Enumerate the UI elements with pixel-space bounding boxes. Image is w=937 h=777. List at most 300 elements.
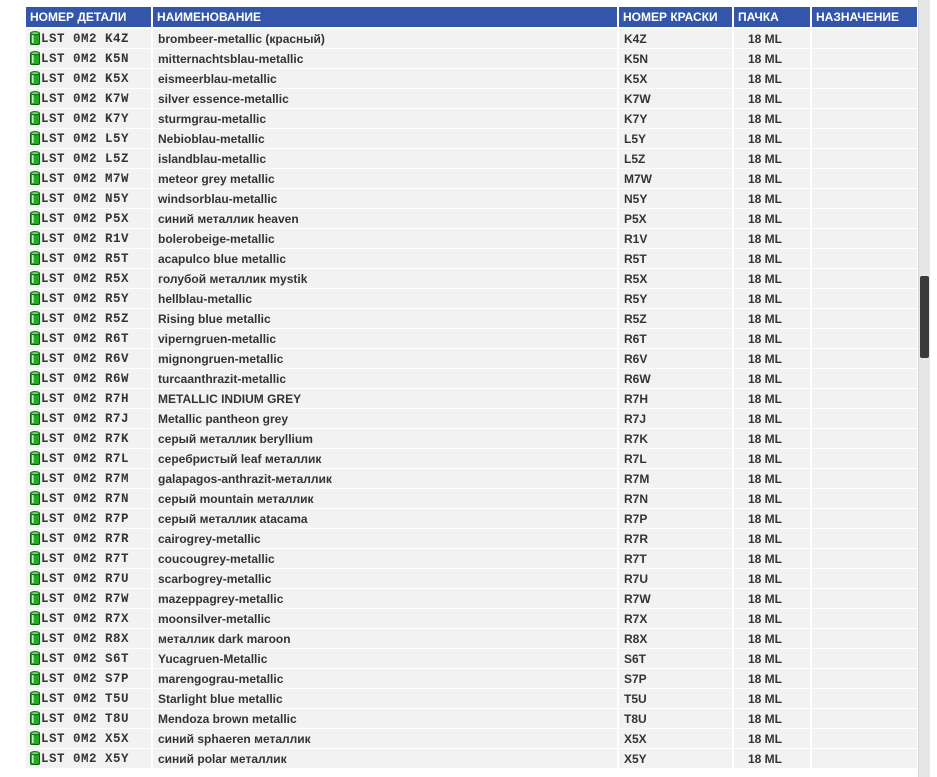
purpose-cell bbox=[812, 89, 917, 109]
table-row[interactable] bbox=[26, 709, 917, 729]
table-row[interactable] bbox=[26, 569, 917, 589]
part-number-cell[interactable] bbox=[26, 209, 153, 229]
name-cell: серебристый leaf металлик bbox=[153, 449, 619, 469]
part-number-cell[interactable] bbox=[26, 49, 153, 69]
part-number-link[interactable]: LST 0M2 R5Z bbox=[41, 312, 130, 326]
name-cell: Rising blue metallic bbox=[153, 309, 619, 329]
paint-can-icon bbox=[30, 711, 40, 725]
name-cell: viperngruen-metallic bbox=[153, 329, 619, 349]
paint-code-cell: K7W bbox=[619, 89, 734, 109]
paint-code-cell: L5Z bbox=[619, 149, 734, 169]
name-cell: bolerobeige-metallic bbox=[153, 229, 619, 249]
part-number-link[interactable]: LST 0M2 R5Y bbox=[41, 292, 130, 306]
part-number-cell[interactable] bbox=[26, 149, 153, 169]
table-row[interactable] bbox=[26, 29, 917, 49]
name-cell: coucougrey-metallic bbox=[153, 549, 619, 569]
table-row[interactable] bbox=[26, 309, 917, 329]
purpose-cell bbox=[812, 169, 917, 189]
purpose-cell bbox=[812, 509, 917, 529]
paint-can-icon bbox=[30, 211, 40, 225]
pack-cell: 18 ML bbox=[734, 369, 812, 389]
pack-cell: 18 ML bbox=[734, 729, 812, 749]
paint-can-icon bbox=[30, 51, 40, 65]
pack-cell: 18 ML bbox=[734, 229, 812, 249]
paint-code-cell: R7W bbox=[619, 589, 734, 609]
name-cell: Mendoza brown metallic bbox=[153, 709, 619, 729]
part-number-cell[interactable] bbox=[26, 269, 153, 289]
paint-can-icon bbox=[30, 631, 40, 645]
paint-code-cell: R5X bbox=[619, 269, 734, 289]
paint-code-cell: R7R bbox=[619, 529, 734, 549]
pack-cell: 18 ML bbox=[734, 289, 812, 309]
paint-can-icon bbox=[30, 691, 40, 705]
name-cell: Metallic pantheon grey bbox=[153, 409, 619, 429]
name-cell: moonsilver-metallic bbox=[153, 609, 619, 629]
pack-cell: 18 ML bbox=[734, 409, 812, 429]
paint-can-icon bbox=[30, 31, 40, 45]
paint-code-cell: K5X bbox=[619, 69, 734, 89]
paint-can-icon bbox=[30, 671, 40, 685]
table-row[interactable] bbox=[26, 189, 917, 209]
table-row[interactable] bbox=[26, 89, 917, 109]
part-number-cell[interactable] bbox=[26, 509, 153, 529]
table-row[interactable] bbox=[26, 329, 917, 349]
paint-code-cell: R7P bbox=[619, 509, 734, 529]
paint-can-icon bbox=[30, 531, 40, 545]
part-number-cell[interactable] bbox=[26, 109, 153, 129]
pack-cell: 18 ML bbox=[734, 549, 812, 569]
paint-code-cell: R8X bbox=[619, 629, 734, 649]
purpose-cell bbox=[812, 269, 917, 289]
paint-can-icon bbox=[30, 151, 40, 165]
name-cell: синий металлик heaven bbox=[153, 209, 619, 229]
table-row[interactable] bbox=[26, 129, 917, 149]
table-body bbox=[26, 29, 917, 769]
table-row[interactable] bbox=[26, 489, 917, 509]
part-number-cell[interactable] bbox=[26, 669, 153, 689]
purpose-cell bbox=[812, 249, 917, 269]
paint-code-cell: R7H bbox=[619, 389, 734, 409]
paint-can-icon bbox=[30, 371, 40, 385]
pack-cell: 18 ML bbox=[734, 709, 812, 729]
table-row[interactable] bbox=[26, 629, 917, 649]
pack-cell: 18 ML bbox=[734, 649, 812, 669]
purpose-cell bbox=[812, 109, 917, 129]
paint-code-cell: R5Z bbox=[619, 309, 734, 329]
paint-code-cell: R1V bbox=[619, 229, 734, 249]
purpose-cell bbox=[812, 649, 917, 669]
part-number-cell[interactable] bbox=[26, 549, 153, 569]
part-number-link[interactable]: LST 0M2 R5T bbox=[41, 252, 130, 266]
pack-cell: 18 ML bbox=[734, 669, 812, 689]
table-row[interactable] bbox=[26, 589, 917, 609]
paint-code-cell: R7J bbox=[619, 409, 734, 429]
table-row[interactable] bbox=[26, 529, 917, 549]
part-number-cell[interactable] bbox=[26, 529, 153, 549]
part-number-cell[interactable] bbox=[26, 69, 153, 89]
part-number-cell[interactable] bbox=[26, 649, 153, 669]
part-number-cell[interactable] bbox=[26, 749, 153, 769]
paint-can-icon bbox=[30, 411, 40, 425]
table-row[interactable] bbox=[26, 269, 917, 289]
purpose-cell bbox=[812, 309, 917, 329]
paint-code-cell: T5U bbox=[619, 689, 734, 709]
part-number-link[interactable]: LST 0M2 S7P bbox=[41, 672, 130, 686]
part-number-cell[interactable] bbox=[26, 169, 153, 189]
pack-cell: 18 ML bbox=[734, 109, 812, 129]
table-row[interactable] bbox=[26, 549, 917, 569]
pack-cell: 18 ML bbox=[734, 469, 812, 489]
purpose-cell bbox=[812, 149, 917, 169]
header-pack[interactable]: ПАЧКА bbox=[734, 7, 812, 29]
paint-code-cell: P5X bbox=[619, 209, 734, 229]
part-number-link[interactable]: LST 0M2 M7W bbox=[41, 172, 130, 186]
table-row[interactable] bbox=[26, 69, 917, 89]
paint-can-icon bbox=[30, 431, 40, 445]
name-cell: windsorblau-metallic bbox=[153, 189, 619, 209]
paint-code-cell: R7N bbox=[619, 489, 734, 509]
name-cell: Yucagruen-Metallic bbox=[153, 649, 619, 669]
paint-code-cell: K4Z bbox=[619, 29, 734, 49]
header-paint-code[interactable]: НОМЕР КРАСКИ bbox=[619, 7, 734, 29]
pack-cell: 18 ML bbox=[734, 149, 812, 169]
name-cell: marengograu-metallic bbox=[153, 669, 619, 689]
purpose-cell bbox=[812, 389, 917, 409]
name-cell: turcaanthrazit-metallic bbox=[153, 369, 619, 389]
paint-code-cell: R5T bbox=[619, 249, 734, 269]
part-number-link[interactable]: LST 0M2 K7W bbox=[41, 92, 130, 106]
part-number-link[interactable]: LST 0M2 K5N bbox=[41, 52, 130, 66]
paint-can-icon bbox=[30, 71, 40, 85]
name-cell: mignongruen-metallic bbox=[153, 349, 619, 369]
part-number-cell[interactable] bbox=[26, 369, 153, 389]
name-cell: islandblau-metallic bbox=[153, 149, 619, 169]
part-number-cell[interactable] bbox=[26, 569, 153, 589]
header-part-number[interactable]: НОМЕР ДЕТАЛИ bbox=[26, 7, 153, 29]
table-row[interactable] bbox=[26, 469, 917, 489]
part-number-link[interactable]: LST 0M2 R8X bbox=[41, 632, 130, 646]
paint-can-icon bbox=[30, 311, 40, 325]
table-row[interactable] bbox=[26, 609, 917, 629]
name-cell: серый mountain металлик bbox=[153, 489, 619, 509]
part-number-link[interactable]: LST 0M2 R6T bbox=[41, 332, 130, 346]
paint-can-icon bbox=[30, 231, 40, 245]
table-row[interactable] bbox=[26, 669, 917, 689]
part-number-cell[interactable] bbox=[26, 349, 153, 369]
pack-cell: 18 ML bbox=[734, 209, 812, 229]
part-number-link[interactable]: LST 0M2 R7K bbox=[41, 432, 130, 446]
purpose-cell bbox=[812, 189, 917, 209]
header-name[interactable]: НАИМЕНОВАНИЕ bbox=[153, 7, 619, 29]
name-cell: mazeppagrey-metallic bbox=[153, 589, 619, 609]
table-row[interactable] bbox=[26, 689, 917, 709]
name-cell: eismeerblau-metallic bbox=[153, 69, 619, 89]
part-number-link[interactable]: LST 0M2 X5X bbox=[41, 732, 130, 746]
paint-can-icon bbox=[30, 191, 40, 205]
paint-can-icon bbox=[30, 491, 40, 505]
pack-cell: 18 ML bbox=[734, 629, 812, 649]
pack-cell: 18 ML bbox=[734, 169, 812, 189]
paint-code-cell: X5Y bbox=[619, 749, 734, 769]
part-number-link[interactable]: LST 0M2 N5Y bbox=[41, 192, 130, 206]
table-row[interactable] bbox=[26, 749, 917, 769]
purpose-cell bbox=[812, 609, 917, 629]
name-cell: hellblau-metallic bbox=[153, 289, 619, 309]
purpose-cell bbox=[812, 629, 917, 649]
name-cell: синий sphaeren металлик bbox=[153, 729, 619, 749]
purpose-cell bbox=[812, 569, 917, 589]
table-row[interactable] bbox=[26, 349, 917, 369]
paint-can-icon bbox=[30, 451, 40, 465]
paint-can-icon bbox=[30, 251, 40, 265]
part-number-cell[interactable] bbox=[26, 689, 153, 709]
part-number-link[interactable]: LST 0M2 S6T bbox=[41, 652, 130, 666]
name-cell: mitternachtsblau-metallic bbox=[153, 49, 619, 69]
paint-code-cell: R7X bbox=[619, 609, 734, 629]
pack-cell: 18 ML bbox=[734, 609, 812, 629]
part-number-cell[interactable] bbox=[26, 229, 153, 249]
paint-can-icon bbox=[30, 731, 40, 745]
part-number-link[interactable]: LST 0M2 P5X bbox=[41, 212, 130, 226]
part-number-link[interactable]: LST 0M2 K5X bbox=[41, 72, 130, 86]
paint-can-icon bbox=[30, 751, 40, 765]
paint-code-cell: R7M bbox=[619, 469, 734, 489]
pack-cell: 18 ML bbox=[734, 569, 812, 589]
pack-cell: 18 ML bbox=[734, 269, 812, 289]
part-number-cell[interactable] bbox=[26, 449, 153, 469]
name-cell: голубой металлик mystik bbox=[153, 269, 619, 289]
paint-can-icon bbox=[30, 571, 40, 585]
pack-cell: 18 ML bbox=[734, 349, 812, 369]
purpose-cell bbox=[812, 669, 917, 689]
part-number-link[interactable]: LST 0M2 R7X bbox=[41, 612, 130, 626]
part-number-cell[interactable] bbox=[26, 489, 153, 509]
paint-can-icon bbox=[30, 111, 40, 125]
part-number-link[interactable]: LST 0M2 R1V bbox=[41, 232, 130, 246]
purpose-cell bbox=[812, 529, 917, 549]
table-row[interactable] bbox=[26, 429, 917, 449]
paint-can-icon bbox=[30, 471, 40, 485]
table-row[interactable] bbox=[26, 229, 917, 249]
part-number-link[interactable]: LST 0M2 L5Y bbox=[41, 132, 130, 146]
paint-can-icon bbox=[30, 591, 40, 605]
part-number-link[interactable]: LST 0M2 R7T bbox=[41, 552, 130, 566]
purpose-cell bbox=[812, 549, 917, 569]
table-header-row bbox=[26, 7, 917, 29]
purpose-cell bbox=[812, 349, 917, 369]
paint-code-cell: R7K bbox=[619, 429, 734, 449]
purpose-cell bbox=[812, 469, 917, 489]
part-number-cell[interactable] bbox=[26, 729, 153, 749]
pack-cell: 18 ML bbox=[734, 129, 812, 149]
paint-can-icon bbox=[30, 391, 40, 405]
part-number-link[interactable]: LST 0M2 L5Z bbox=[41, 152, 130, 166]
purpose-cell bbox=[812, 749, 917, 769]
vertical-scrollbar[interactable] bbox=[918, 0, 930, 777]
table-row[interactable] bbox=[26, 389, 917, 409]
part-number-link[interactable]: LST 0M2 R7U bbox=[41, 572, 130, 586]
name-cell: серый металлик beryllium bbox=[153, 429, 619, 449]
purpose-cell bbox=[812, 69, 917, 89]
paint-code-cell: R6V bbox=[619, 349, 734, 369]
pack-cell: 18 ML bbox=[734, 189, 812, 209]
pack-cell: 18 ML bbox=[734, 489, 812, 509]
name-cell: Starlight blue metallic bbox=[153, 689, 619, 709]
pack-cell: 18 ML bbox=[734, 329, 812, 349]
table-row[interactable] bbox=[26, 109, 917, 129]
pack-cell: 18 ML bbox=[734, 89, 812, 109]
part-number-cell[interactable] bbox=[26, 309, 153, 329]
paint-code-cell: M7W bbox=[619, 169, 734, 189]
pack-cell: 18 ML bbox=[734, 29, 812, 49]
pack-cell: 18 ML bbox=[734, 389, 812, 409]
purpose-cell bbox=[812, 129, 917, 149]
paint-can-icon bbox=[30, 271, 40, 285]
paint-can-icon bbox=[30, 171, 40, 185]
name-cell: meteor grey metallic bbox=[153, 169, 619, 189]
purpose-cell bbox=[812, 229, 917, 249]
paint-can-icon bbox=[30, 611, 40, 625]
table-row[interactable] bbox=[26, 209, 917, 229]
paint-can-icon bbox=[30, 651, 40, 665]
table-row[interactable] bbox=[26, 369, 917, 389]
purpose-cell bbox=[812, 49, 917, 69]
paint-code-cell: N5Y bbox=[619, 189, 734, 209]
paint-code-cell: K7Y bbox=[619, 109, 734, 129]
purpose-cell bbox=[812, 729, 917, 749]
part-number-link[interactable]: LST 0M2 T8U bbox=[41, 712, 130, 726]
paint-can-icon bbox=[30, 351, 40, 365]
pack-cell: 18 ML bbox=[734, 509, 812, 529]
part-number-cell[interactable] bbox=[26, 469, 153, 489]
part-number-cell[interactable] bbox=[26, 409, 153, 429]
pack-cell: 18 ML bbox=[734, 529, 812, 549]
paint-code-cell: R7U bbox=[619, 569, 734, 589]
purpose-cell bbox=[812, 29, 917, 49]
pack-cell: 18 ML bbox=[734, 749, 812, 769]
part-number-link[interactable]: LST 0M2 K7Y bbox=[41, 112, 130, 126]
table-row[interactable] bbox=[26, 449, 917, 469]
part-number-cell[interactable] bbox=[26, 389, 153, 409]
pack-cell: 18 ML bbox=[734, 309, 812, 329]
part-number-cell[interactable] bbox=[26, 589, 153, 609]
pack-cell: 18 ML bbox=[734, 49, 812, 69]
table-row[interactable] bbox=[26, 289, 917, 309]
paint-code-cell: X5X bbox=[619, 729, 734, 749]
name-cell: silver essence-metallic bbox=[153, 89, 619, 109]
purpose-cell bbox=[812, 409, 917, 429]
paint-code-cell: L5Y bbox=[619, 129, 734, 149]
paint-can-icon bbox=[30, 551, 40, 565]
part-number-link[interactable]: LST 0M2 R6V bbox=[41, 352, 130, 366]
part-number-link[interactable]: LST 0M2 R7J bbox=[41, 412, 130, 426]
part-number-link[interactable]: LST 0M2 K4Z bbox=[41, 32, 130, 46]
paint-code-cell: T8U bbox=[619, 709, 734, 729]
part-number-link[interactable]: LST 0M2 R6W bbox=[41, 372, 130, 386]
paint-code-cell: R5Y bbox=[619, 289, 734, 309]
table-row[interactable] bbox=[26, 509, 917, 529]
part-number-cell[interactable] bbox=[26, 89, 153, 109]
name-cell: синий polar металлик bbox=[153, 749, 619, 769]
part-number-link[interactable]: LST 0M2 R7P bbox=[41, 512, 130, 526]
paint-can-icon bbox=[30, 511, 40, 525]
pack-cell: 18 ML bbox=[734, 689, 812, 709]
name-cell: galapagos-anthrazit-металлик bbox=[153, 469, 619, 489]
pack-cell: 18 ML bbox=[734, 429, 812, 449]
part-number-cell[interactable] bbox=[26, 709, 153, 729]
part-number-cell[interactable] bbox=[26, 189, 153, 209]
part-number-cell[interactable] bbox=[26, 29, 153, 49]
name-cell: scarbogrey-metallic bbox=[153, 569, 619, 589]
paint-code-cell: R7T bbox=[619, 549, 734, 569]
paint-code-cell: S7P bbox=[619, 669, 734, 689]
paint-code-cell: K5N bbox=[619, 49, 734, 69]
part-number-cell[interactable] bbox=[26, 329, 153, 349]
part-number-link[interactable]: LST 0M2 R7W bbox=[41, 592, 130, 606]
purpose-cell bbox=[812, 489, 917, 509]
purpose-cell bbox=[812, 449, 917, 469]
scrollbar-thumb[interactable] bbox=[920, 276, 929, 358]
paint-code-cell: R6T bbox=[619, 329, 734, 349]
paint-can-icon bbox=[30, 291, 40, 305]
table-row[interactable] bbox=[26, 169, 917, 189]
part-number-link[interactable]: LST 0M2 R7L bbox=[41, 452, 130, 466]
name-cell: METALLIC INDIUM GREY bbox=[153, 389, 619, 409]
part-number-link[interactable]: LST 0M2 R7H bbox=[41, 392, 130, 406]
part-number-link[interactable]: LST 0M2 R7M bbox=[41, 472, 130, 486]
purpose-cell bbox=[812, 589, 917, 609]
part-number-cell[interactable] bbox=[26, 609, 153, 629]
paint-can-icon bbox=[30, 91, 40, 105]
purpose-cell bbox=[812, 209, 917, 229]
table-row[interactable] bbox=[26, 249, 917, 269]
part-number-link[interactable]: LST 0M2 X5Y bbox=[41, 752, 130, 766]
part-number-link[interactable]: LST 0M2 R7N bbox=[41, 492, 130, 506]
table-row[interactable] bbox=[26, 149, 917, 169]
purpose-cell bbox=[812, 689, 917, 709]
name-cell: металлик dark maroon bbox=[153, 629, 619, 649]
purpose-cell bbox=[812, 429, 917, 449]
part-number-link[interactable]: LST 0M2 T5U bbox=[41, 692, 130, 706]
paint-code-cell: R7L bbox=[619, 449, 734, 469]
table-row[interactable] bbox=[26, 729, 917, 749]
paint-can-icon bbox=[30, 331, 40, 345]
purpose-cell bbox=[812, 289, 917, 309]
part-number-cell[interactable] bbox=[26, 429, 153, 449]
part-number-cell[interactable] bbox=[26, 289, 153, 309]
part-number-cell[interactable] bbox=[26, 249, 153, 269]
name-cell: acapulco blue metallic bbox=[153, 249, 619, 269]
pack-cell: 18 ML bbox=[734, 249, 812, 269]
part-number-cell[interactable] bbox=[26, 129, 153, 149]
table-row[interactable] bbox=[26, 649, 917, 669]
part-number-cell[interactable] bbox=[26, 629, 153, 649]
part-number-link[interactable]: LST 0M2 R7R bbox=[41, 532, 130, 546]
name-cell: brombeer-metallic (красный) bbox=[153, 29, 619, 49]
parts-table bbox=[26, 7, 917, 769]
name-cell: cairogrey-metallic bbox=[153, 529, 619, 549]
part-number-link[interactable]: LST 0M2 R5X bbox=[41, 272, 130, 286]
purpose-cell bbox=[812, 369, 917, 389]
purpose-cell bbox=[812, 709, 917, 729]
paint-can-icon bbox=[30, 131, 40, 145]
table-row[interactable] bbox=[26, 409, 917, 429]
header-purpose[interactable]: НАЗНАЧЕНИЕ bbox=[812, 7, 917, 29]
pack-cell: 18 ML bbox=[734, 589, 812, 609]
paint-code-cell: S6T bbox=[619, 649, 734, 669]
table-row[interactable] bbox=[26, 49, 917, 69]
purpose-cell bbox=[812, 329, 917, 349]
